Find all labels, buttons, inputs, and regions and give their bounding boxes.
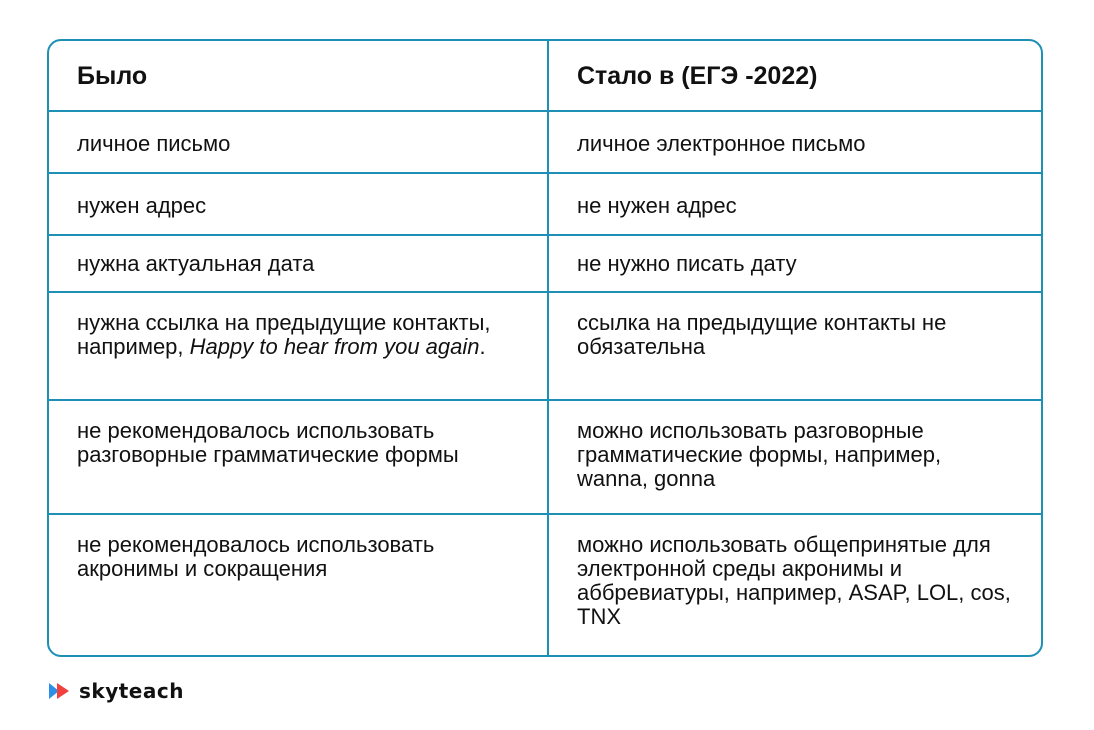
cell-now-text: не нужен адрес [577,193,737,218]
cell-now-text: личное электронное письмо [577,131,866,156]
cell-was-text [77,293,519,359]
cell-now-text: можно использовать общепринятые для электронной среды акронимы и аббревиатуры, например, ASAP, LOL, cos, TNX [577,532,1011,629]
comparison-table-wrapper [47,39,1043,657]
table-header-row [49,41,1043,111]
brand-name: skyteach [79,679,184,703]
cell-was-suffix: . [479,334,486,359]
cell-now [548,235,1043,292]
cell-now-text: ссылка на предыдущие контакты не обязательна [577,310,947,359]
cell-now [548,173,1043,235]
cell-was-prefix: нужна ссылка на предыдущие контакты, например, [77,310,491,359]
table-row [49,292,1043,400]
brand-logo [47,679,184,703]
table-row [49,111,1043,173]
header-was: Было [49,41,548,111]
cell-was-text: не рекомендовалось использовать акронимы и сокращения [77,532,435,581]
cell-now-text: можно использовать разговорные грамматические формы, например, wanna, gonna [577,418,942,491]
double-play-arrow-icon [47,681,73,701]
comparison-table [49,41,1043,657]
cell-was [49,514,548,657]
cell-was-example: Happy to hear from you again [189,334,480,359]
header-now: Стало в (ЕГЭ -2022) [548,41,1043,111]
cell-was [49,111,548,173]
cell-was-text: нужен адрес [77,193,207,218]
cell-was-text: нужна актуальная дата [77,251,315,276]
cell-was [49,400,548,514]
cell-was [49,173,548,235]
cell-was-text: личное письмо [77,131,231,156]
cell-was [49,235,548,292]
cell-now [548,111,1043,173]
cell-now [548,514,1043,657]
table-row [49,235,1043,292]
cell-now [548,400,1043,514]
cell-now [548,292,1043,400]
cell-now-text: не нужно писать дату [577,251,797,276]
table-row [49,400,1043,514]
table-row [49,173,1043,235]
cell-was-text: не рекомендовалось использовать разговорные грамматические формы [77,418,459,467]
table-row [49,514,1043,657]
cell-was [49,292,548,400]
